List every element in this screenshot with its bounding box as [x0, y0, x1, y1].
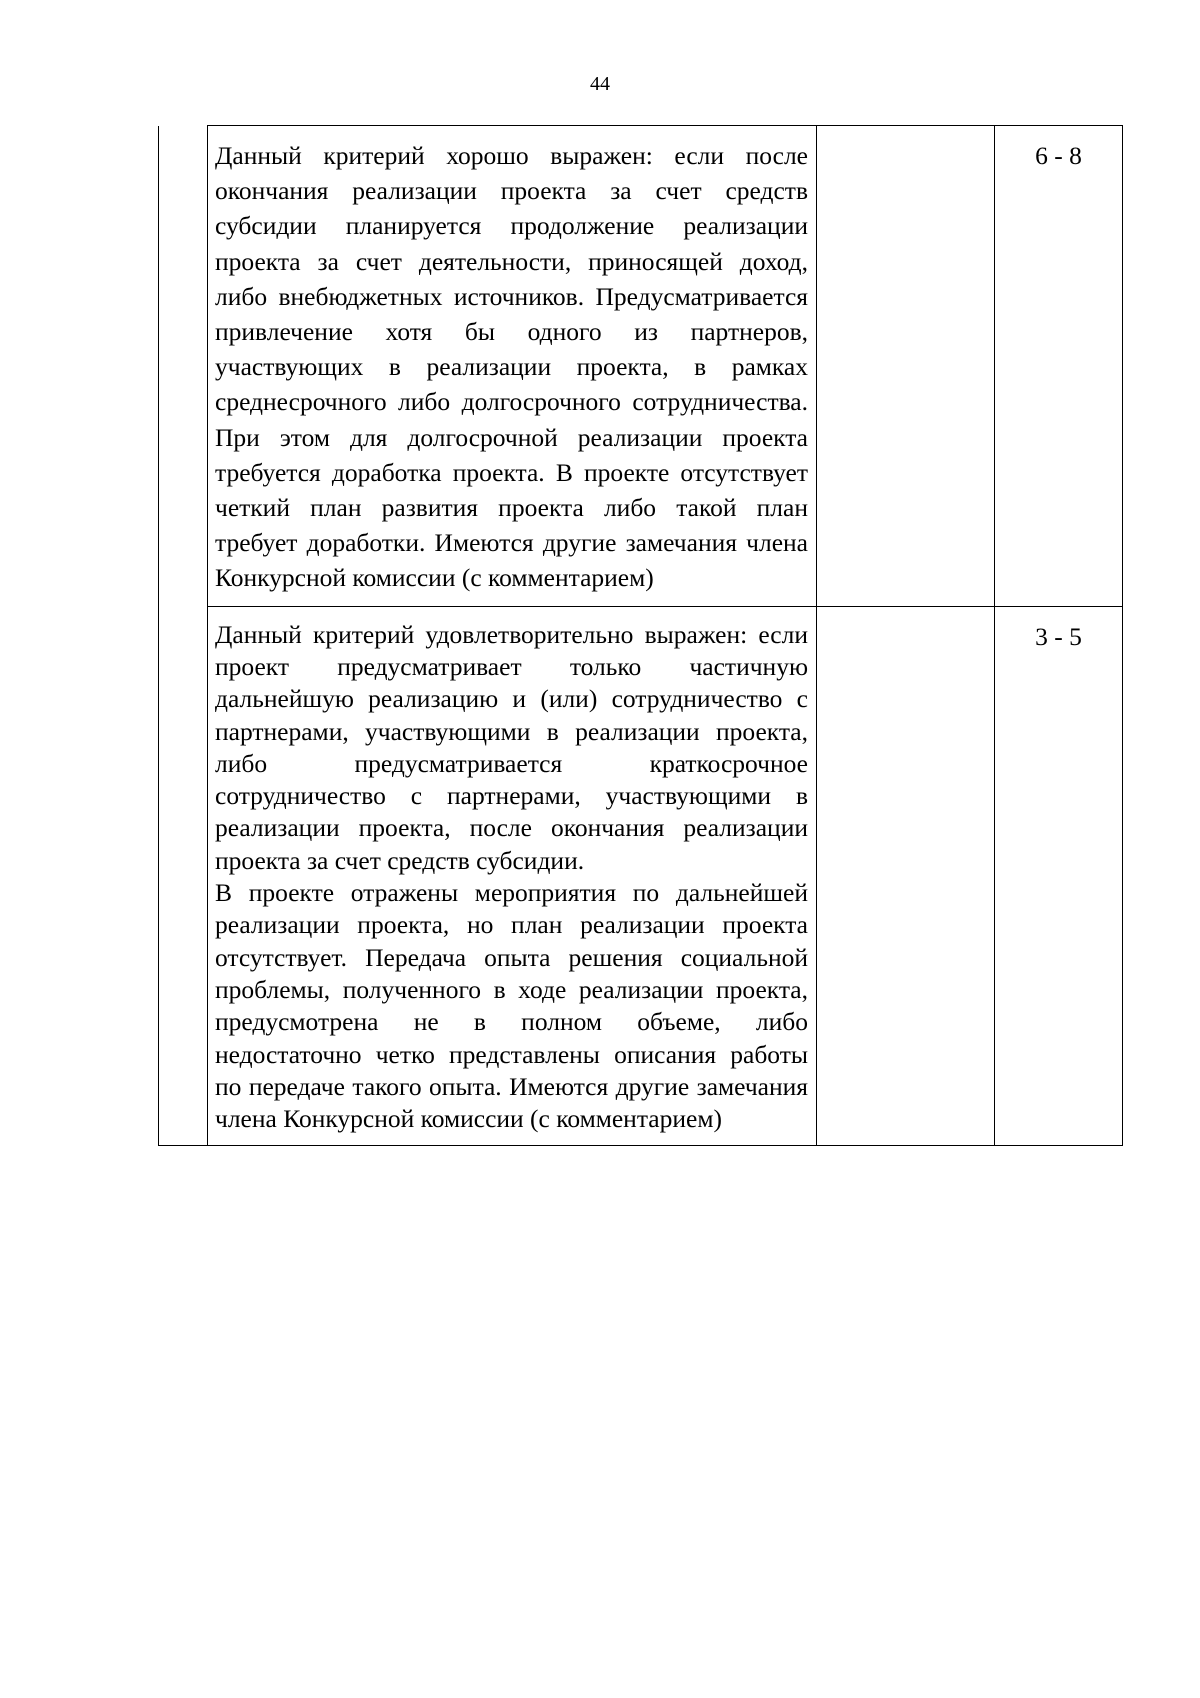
criterion-description: Данный критерий удовлетворительно выражен: если проект предусматривает только частичную дальнейшую реализацию и (или) сотрудничество с партнерами, участвующими в реализации проекта, либо предусматривается краткосрочное сотрудничество с партнерами, участвующими в реализации проекта, после окончания реализации проекта за счет средств субсидии. [215, 619, 808, 875]
table-row [159, 126, 1123, 607]
criterion-empty-cell [817, 126, 995, 607]
criterion-score: 6 - 8 [1035, 141, 1082, 170]
criterion-empty-cell [817, 606, 995, 1146]
criterion-index-cell [159, 606, 208, 1146]
criteria-table [158, 125, 1123, 1146]
criterion-description-cell [208, 606, 817, 1146]
criterion-score-cell [995, 606, 1123, 1146]
criterion-score: 3 - 5 [1035, 621, 1082, 651]
page-number: 44 [590, 73, 610, 95]
criterion-description: Данный критерий хорошо выражен: если после окончания реализации проекта за счет средств субсидии планируется продолжение реализации проекта за счет деятельности, приносящей доход, либо внебюджетных источников. Предусматривается привлечение хотя бы одного из партнеров, участвующих в реализации проекта, в рамках среднесрочного либо долгосрочного сотрудничества. При этом для долгосрочной реализации проекта требуется доработка проекта. В проекте отсутствует четкий план развития проекта либо такой план требует доработки. Имеются другие замечания члена Конкурсной комиссии (с комментарием) [215, 141, 808, 593]
criterion-description-cell [208, 126, 817, 607]
criterion-description: В проекте отражены мероприятия по дальнейшей реализации проекта, но план реализации проекта отсутствует. Передача опыта решения социальной проблемы, полученного в ходе реализации проекта, предусмотрена не в полном объеме, либо недостаточно четко представлены описания работы по передаче такого опыта. Имеются другие замечания члена Конкурсной комиссии (с комментарием) [215, 878, 808, 1134]
table-row [159, 606, 1123, 1146]
criterion-index-cell [159, 126, 208, 607]
criterion-score-cell [995, 126, 1123, 607]
